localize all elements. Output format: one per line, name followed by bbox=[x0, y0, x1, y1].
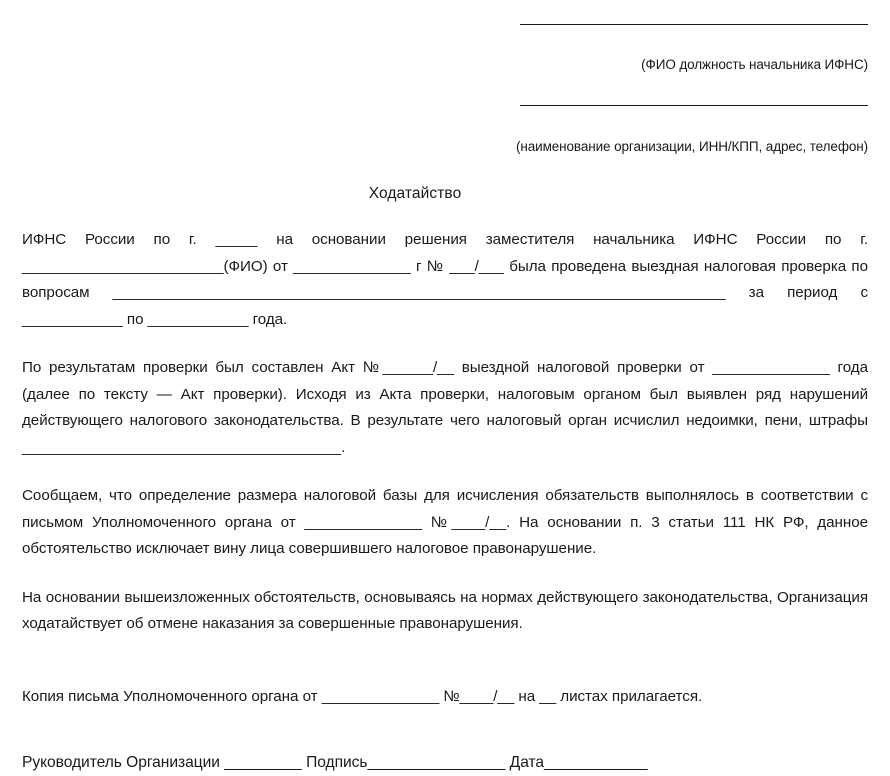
paragraph-request: На основании вышеизложенных обстоятельств, основываясь на нормах действующего законодательства, Организация ходатайствует об отмене наказания за совершенные правонарушения. bbox=[22, 588, 868, 632]
spacer-before-signature bbox=[22, 710, 868, 750]
addressee-caption: (ФИО должность начальника ИФНС) bbox=[641, 57, 868, 72]
signature-line: Руководитель Организации _________ Подпись________________ Дата____________ bbox=[22, 754, 648, 771]
header-sender-block bbox=[22, 73, 868, 155]
spacer-before-attachment bbox=[22, 638, 868, 684]
document-title: Ходатайство bbox=[368, 185, 462, 202]
document-body bbox=[22, 205, 868, 776]
sender-fill-rule bbox=[520, 105, 868, 106]
paragraph-tax-base-justification: Сообщаем, что определение размера налоговой базы для исчисления обязательств выполнялось в соответствии с письмом Уполномоченного органа от ______________ №____/__. На основании п. 3 статьи 111 НК РФ, данное обстоятельство исключает вину лица совершившего налоговое правонарушение. bbox=[22, 487, 868, 557]
attachment-line: Копия письма Уполномоченного органа от ______________ №____/__ на __ листах прилагается. bbox=[22, 687, 703, 705]
paragraph-audit-act: По результатам проверки был составлен Акт №______/__ выездной налоговой проверки от ______________ года (далее по тексту — Акт проверки). Исходя из Акта проверки, налоговым органом был выявлен ряд нарушений действующего налогового законодательства. В результате чего налоговый орган исчислил недоимки, пени, штрафы ______________________________________. bbox=[22, 359, 868, 456]
sender-caption: (наименование организации, ИНН/КПП, адрес, телефон) bbox=[515, 139, 868, 154]
header-addressee-block bbox=[22, 0, 868, 73]
addressee-fill-rule bbox=[520, 24, 868, 25]
paragraph-audit-basis: ИФНС России по г. _____ на основании решения заместителя начальника ИФНС России по г. ________________________(ФИО) от ______________ г № ___/___ была проведена выездная налоговая проверка по вопросам _________________________________________________________________________ за период с ____________ по ____________ года. bbox=[22, 231, 868, 328]
